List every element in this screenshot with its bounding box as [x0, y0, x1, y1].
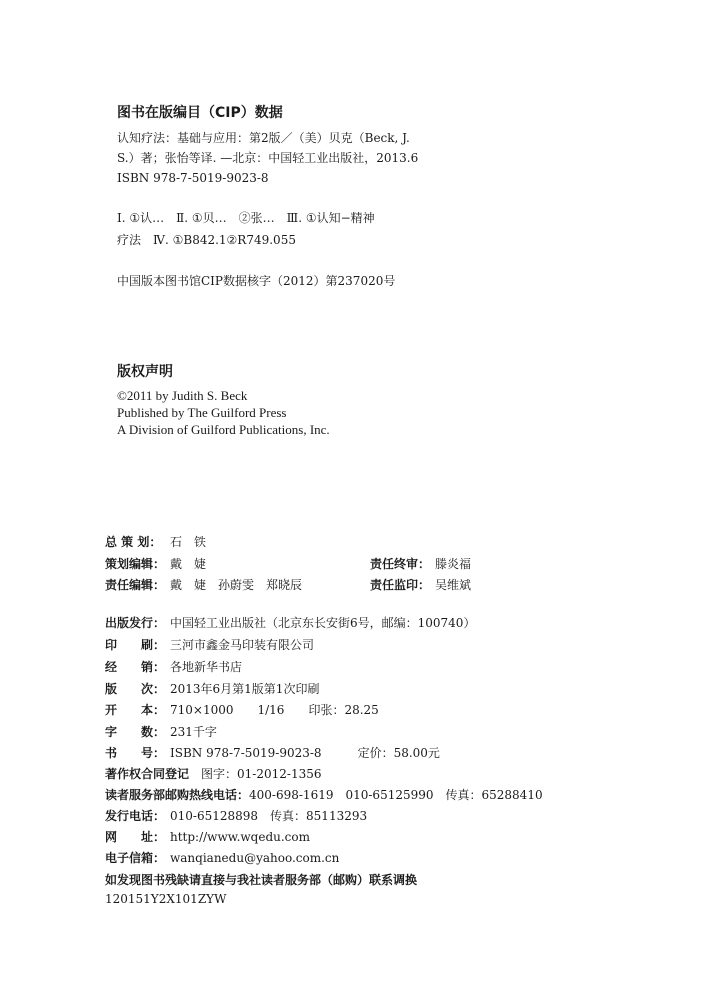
copyright-heading: 版权声明 — [117, 364, 173, 380]
credit-value: 滕炎福 — [435, 557, 472, 571]
credit-label: 责任终审： — [370, 557, 431, 571]
pub-row-edition — [105, 680, 319, 697]
cip-isbn: ISBN 978-7-5019-9023-8 — [117, 171, 269, 185]
pub-label: 出版发行： — [105, 616, 166, 630]
pub-value: wanqianedu@yahoo.com.cn — [170, 851, 340, 865]
credit-label: 责任编辑： — [105, 578, 166, 592]
pub-row-printer — [105, 636, 314, 653]
pub-value: 231千字 — [170, 725, 217, 739]
pub-value: 710×1000 1/16 印张：28.25 — [170, 703, 379, 717]
pub-value: 400-698-1619 010-65125990 传真：65288410 — [249, 788, 543, 802]
credit-row-right — [370, 576, 471, 593]
pub-label: 书 号： — [105, 746, 166, 760]
credit-value: 石 铁 — [170, 535, 207, 549]
copyright-line-3: A Division of Guilford Publications, Inc. — [117, 422, 330, 437]
pub-notice: 如发现图书残缺请直接与我社读者服务部（邮购）联系调换 — [105, 873, 418, 887]
credit-row-right — [370, 555, 471, 572]
cip-line-1: 认知疗法：基础与应用：第2版／（美）贝克（Beck, J. — [117, 131, 410, 145]
pub-value: http://www.wqedu.com — [170, 830, 310, 844]
pub-row-format — [105, 701, 379, 718]
pub-value: 010-65128898 传真：85113293 — [170, 809, 368, 823]
cip-line-2: S.）著；张怡等译. —北京：中国轻工业出版社，2013.6 — [117, 151, 419, 165]
pub-value: 2013年6月第1版第1次印刷 — [170, 682, 320, 696]
copyright-line-1: ©2011 by Judith S. Beck — [117, 388, 248, 403]
pub-row-website — [105, 828, 310, 845]
copyright-line-2: Published by The Guilford Press — [117, 405, 287, 420]
credit-label: 策划编辑： — [105, 557, 166, 571]
pub-label: 经 销： — [105, 660, 166, 674]
pub-value: 图字：01-2012-1356 — [201, 767, 322, 781]
pub-label: 印 刷： — [105, 638, 166, 652]
credit-label: 总 策 划： — [105, 535, 162, 549]
credit-row — [105, 533, 206, 550]
credit-value: 吴维斌 — [435, 578, 472, 592]
credit-value: 戴 婕 — [170, 557, 207, 571]
pub-row-hotline — [105, 786, 543, 803]
pub-row-distributor — [105, 658, 242, 675]
cip-classification-1: Ⅰ. ①认… Ⅱ. ①贝… ②张… Ⅲ. ①认知−精神 — [117, 211, 375, 225]
pub-label: 电子信箱： — [105, 851, 166, 865]
cip-classification-2: 疗法 Ⅳ. ①B842.1②R749.055 — [117, 233, 296, 247]
pub-row-isbn — [105, 744, 440, 761]
credit-row — [105, 576, 302, 593]
pub-label: 发行电话： — [105, 809, 166, 823]
pub-label: 版 次： — [105, 682, 166, 696]
pub-row-publisher — [105, 614, 475, 631]
pub-value: 三河市鑫金马印装有限公司 — [170, 638, 315, 652]
pub-row-copyright-reg — [105, 765, 322, 782]
pub-label: 字 数： — [105, 725, 166, 739]
cip-record-number: 中国版本图书馆CIP数据核字（2012）第237020号 — [117, 274, 396, 288]
credit-label: 责任监印： — [370, 578, 431, 592]
pub-value: ISBN 978-7-5019-9023-8 定价：58.00元 — [170, 746, 440, 760]
pub-label: 著作权合同登记 — [105, 767, 190, 781]
credit-value: 戴 婕 孙蔚雯 郑晓辰 — [170, 578, 303, 592]
pub-row-email — [105, 849, 339, 866]
pub-value: 各地新华书店 — [170, 660, 243, 674]
pub-label: 网 址： — [105, 830, 166, 844]
cip-heading: 图书在版编目（CIP）数据 — [117, 105, 283, 121]
pub-row-phone — [105, 807, 367, 824]
credit-row — [105, 555, 206, 572]
pub-row-wordcount — [105, 723, 217, 740]
pub-label: 开 本： — [105, 703, 166, 717]
pub-value: 中国轻工业出版社（北京东长安街6号，邮编：100740） — [170, 616, 476, 630]
pub-code: 120151Y2X101ZYW — [105, 892, 227, 906]
pub-label: 读者服务部邮购热线电话： — [105, 788, 250, 802]
